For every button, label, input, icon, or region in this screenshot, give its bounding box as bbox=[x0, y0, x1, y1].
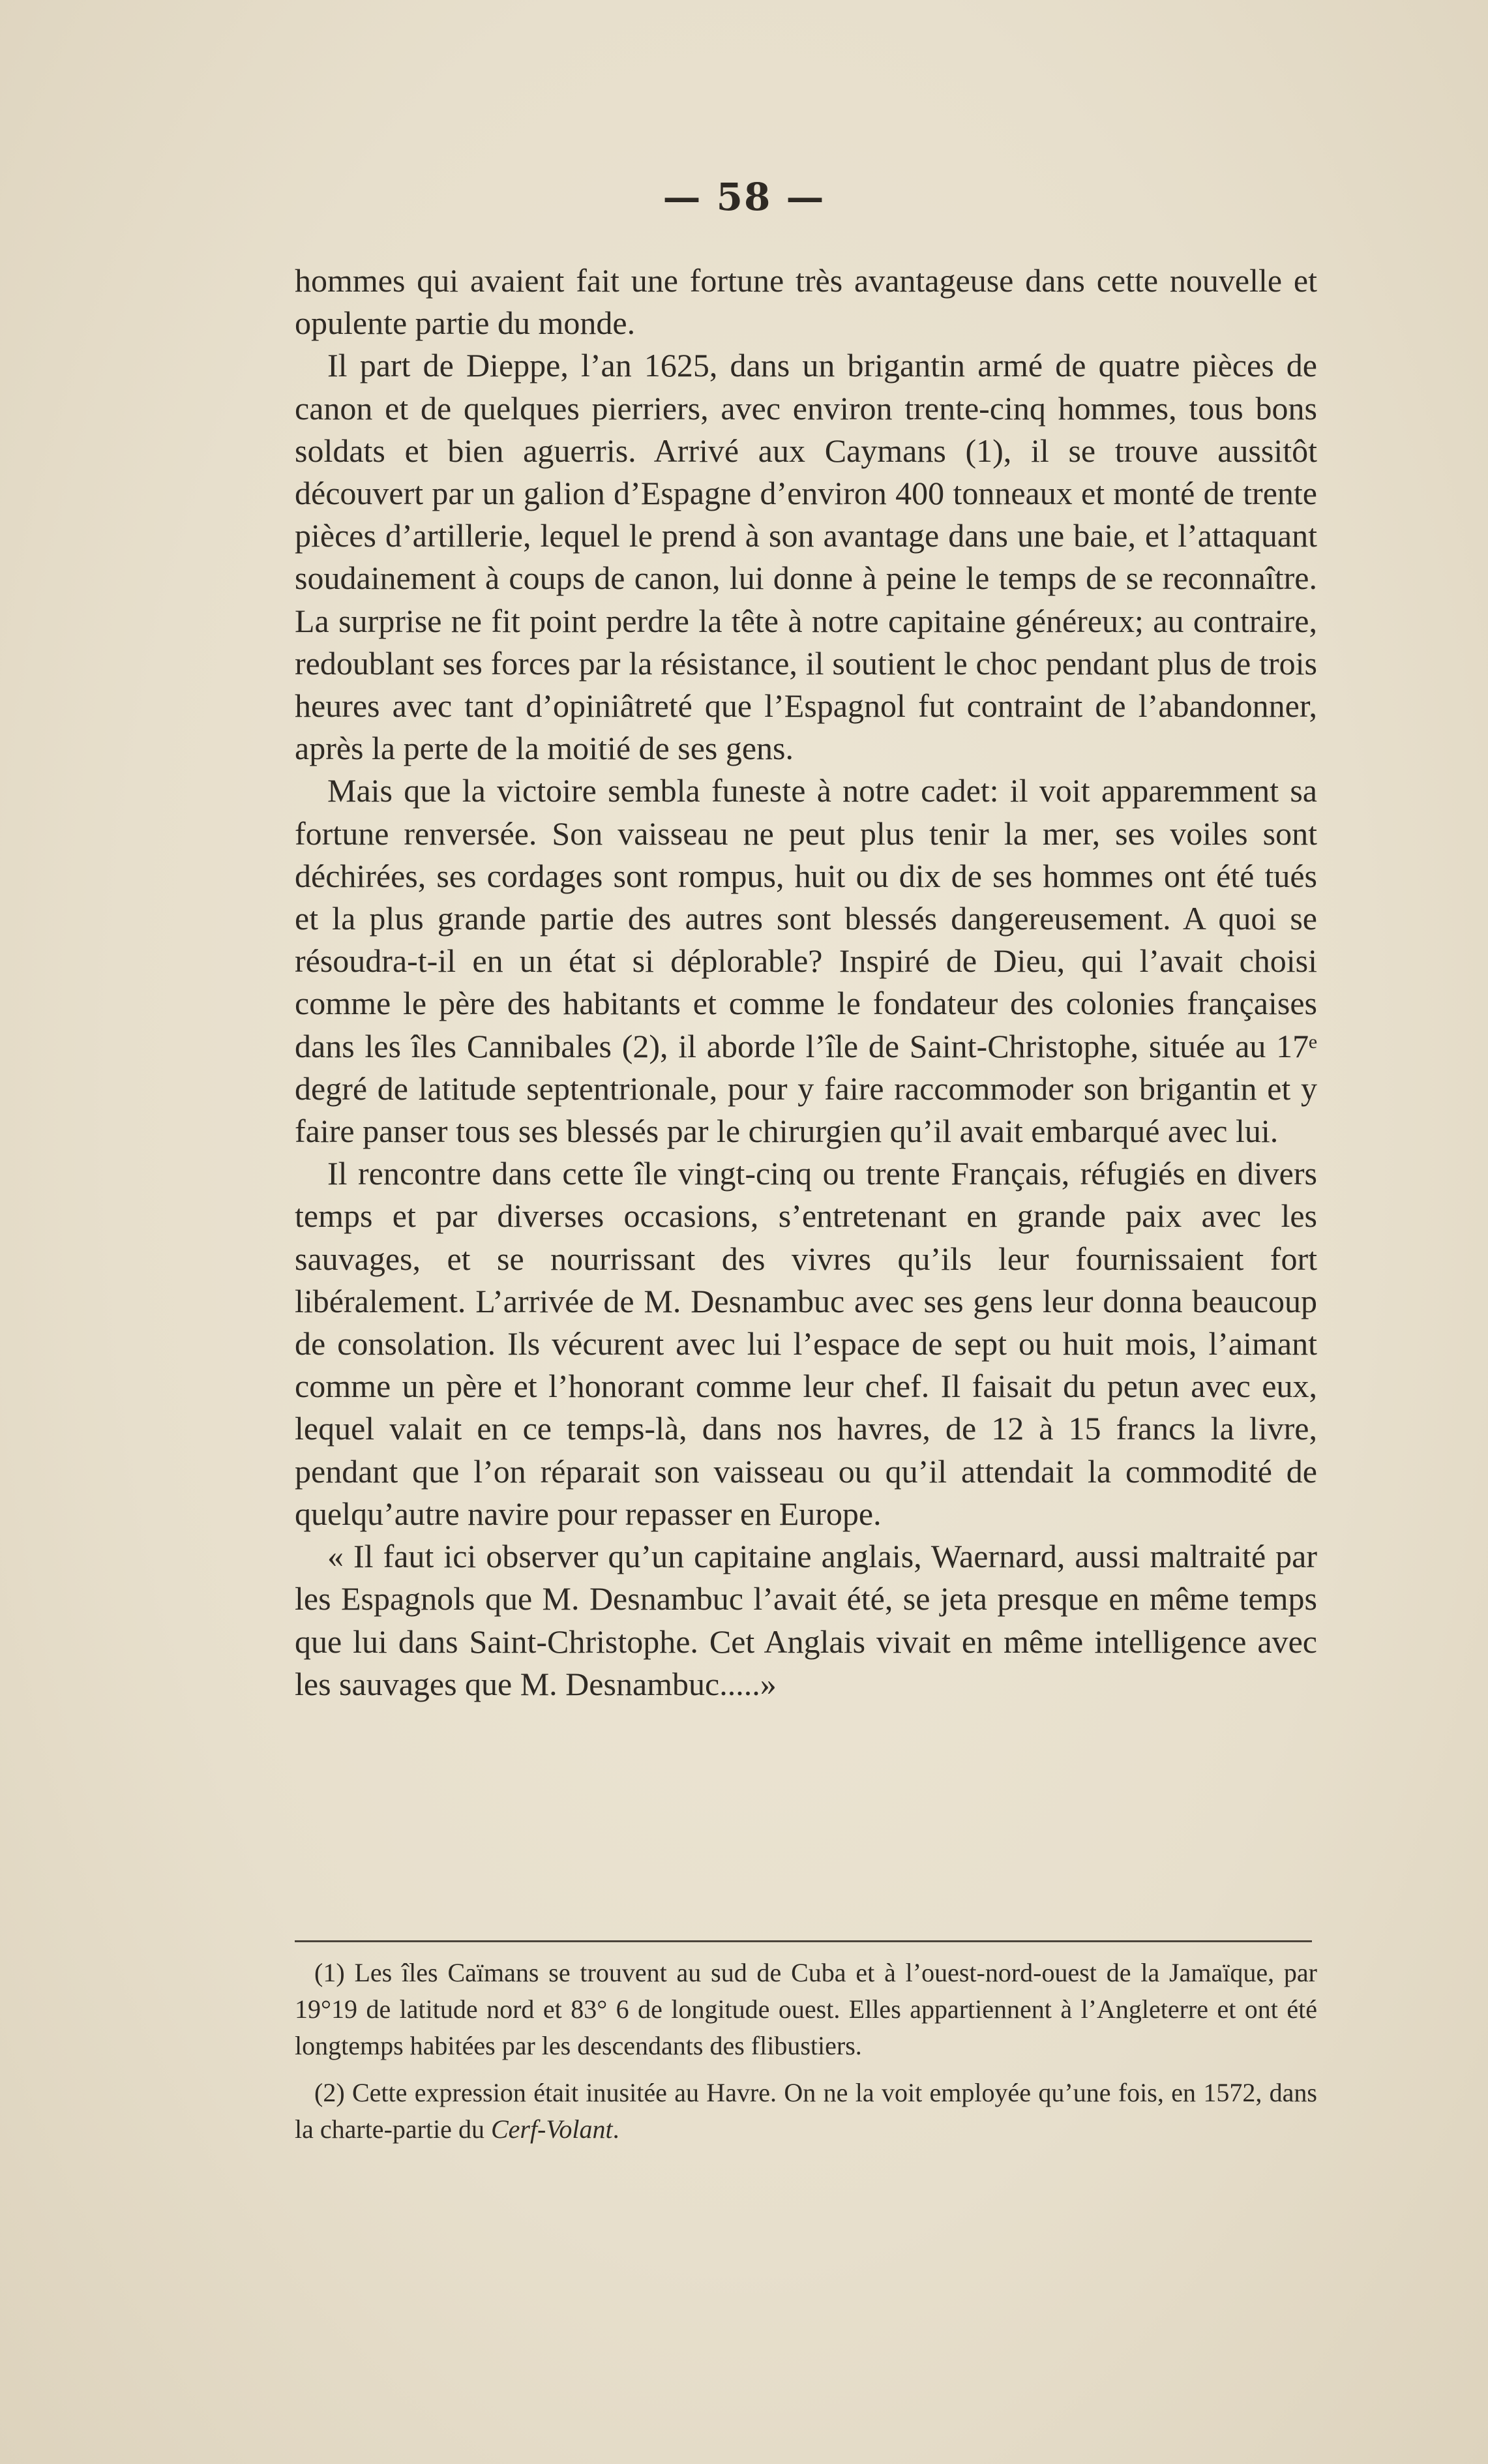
main-text bbox=[295, 260, 1317, 1705]
footnote-divider bbox=[295, 1940, 1312, 1942]
ship-name: Cerf-Volant bbox=[490, 2114, 613, 2144]
paragraph-continuation: hommes qui avaient fait une fortune très avantageuse dans cette nouvelle et opulente partie du monde. bbox=[295, 262, 1317, 342]
footnote-2 bbox=[295, 2075, 1317, 2148]
paragraph: Mais que la victoire sembla funeste à notre cadet: il voit apparemment sa fortune renversée. Son vaisseau ne peut plus tenir la mer, ses voiles sont déchirées, ses cordages sont rompus, huit ou dix de ses hommes ont été tués et la plus grande partie des autres sont blessés dangereusement. A quoi se résoudra-t-il en un état si déplorable? Inspiré de Dieu, qui l’avait choisi comme le père des habitants et comme le fondateur des colonies françaises dans les îles Cannibales (2), il aborde l’île de Saint-Christophe, située au 17ᵉ degré de latitude septentrionale, pour y faire raccommoder son brigantin et y faire panser tous ses blessés par le chirurgien qu’il avait embarqué avec lui. bbox=[295, 772, 1317, 1150]
page-number: — 58 — bbox=[662, 175, 826, 219]
paragraph: Il rencontre dans cette île vingt-cinq ou trente Français, réfugiés en divers temps et par diverses occasions, s’entretenant en grande paix avec les sauvages, et se nourrissant des vivres qu’ils leur fournissaient fort libéralement. L’arrivée de M. Desnambuc avec ses gens leur donna beaucoup de consolation. Ils vécurent avec lui l’espace de sept ou huit mois, l’aimant comme un père et l’honorant comme leur chef. Il faisait du petun avec eux, lequel valait en ce temps-là, dans nos havres, de 12 à 15 francs la livre, pendant que l’on réparait son vaisseau ou qu’il attendait la commodité de quelqu’autre navire pour repasser en Europe. bbox=[295, 1155, 1317, 1532]
footnote-2-text: (2) Cette expression était inusitée au Havre. On ne la voit employée qu’une fois, en 1572, dans la charte-partie du bbox=[295, 2078, 1317, 2144]
footnote-2-end: . bbox=[612, 2114, 619, 2144]
footnotes bbox=[295, 1955, 1317, 2158]
paragraph-quote: « Il faut ici observer qu’un capitaine anglais, Waernard, aussi maltraité par les Espagnols que M. Desnambuc l’avait été, se jeta presque en même temps que lui dans Saint-Christophe. Cet Anglais vivait en même intelligence avec les sauvages que M. Desnambuc.....» bbox=[295, 1538, 1317, 1702]
paragraph: Il part de Dieppe, l’an 1625, dans un brigantin armé de quatre pièces de canon et de quelques pierriers, avec environ trente-cinq hommes, tous bons soldats et bien aguerris. Arrivé aux Caymans (1), il se trouve aussitôt découvert par un galion d’Espagne d’environ 400 tonneaux et monté de trente pièces d’artillerie, lequel le prend à son avantage dans une baie, et l’attaquant soudainement à coups de canon, lui donne à peine le temps de se reconnaître. La surprise ne fit point perdre la tête à notre capitaine généreux; au contraire, redoublant ses forces par la résistance, il soutient le choc pendant plus de trois heures avec tant d’opiniâtreté que l’Espagnol fut contraint de l’abandonner, après la perte de la moitié de ses gens. bbox=[295, 347, 1317, 767]
footnote-1: (1) Les îles Caïmans se trouvent au sud de Cuba et à l’ouest-nord-ouest de la Jamaïque, par 19°19 de latitude nord et 83° 6 de longitude ouest. Elles appartiennent à l’Angleterre et ont été longtemps habitées par les descendants des flibustiers. bbox=[295, 1958, 1317, 2060]
